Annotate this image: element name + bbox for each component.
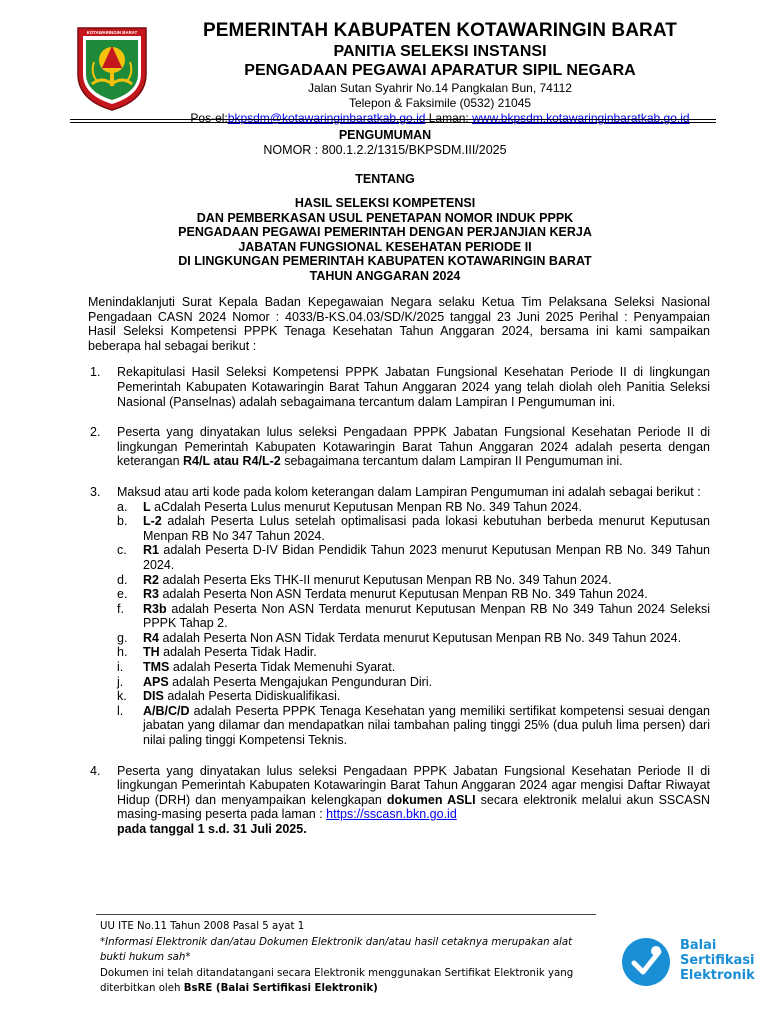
code-letter: l.: [117, 703, 124, 718]
letterhead-divider-thin: [70, 122, 716, 123]
code-item: [117, 645, 710, 660]
list-item-3: [88, 485, 710, 748]
code-item: [117, 689, 710, 704]
emblem-text: KOTAWARINGIN BARAT: [86, 30, 138, 35]
subject-line: DI LINGKUNGAN PEMERINTAH KABUPATEN KOTAWARINGIN BARAT: [178, 254, 592, 268]
code-item: [117, 631, 710, 646]
code-letter: i.: [117, 660, 124, 675]
code-desc: adalah Peserta Tidak Hadir.: [159, 645, 317, 660]
deadline-text: pada tanggal 1 s.d. 31 Juli 2025.: [117, 822, 307, 836]
code-desc: adalah Peserta Non ASN Terdata menurut Keputusan Menpan RB No. 349 Tahun 2024.: [158, 587, 648, 602]
code-desc: aCdalah Peserta Lulus menurut Keputusan Menpan RB No. 349 Tahun 2024.: [150, 499, 582, 514]
bsre-line: Balai: [680, 938, 717, 953]
code-value: R3: [143, 587, 159, 602]
item-number: 4.: [90, 763, 101, 778]
code-value: L-2: [143, 514, 162, 529]
code-desc: adalah Peserta Non ASN Tidak Terdata menurut Keputusan Menpan RB No. 349 Tahun 2024.: [158, 630, 682, 645]
item-number: 1.: [90, 365, 101, 380]
code-letter: j.: [117, 674, 124, 689]
item-number: 3.: [90, 484, 101, 499]
code-value: TMS: [143, 660, 170, 675]
bsre-line: Sertifikasi: [680, 953, 755, 968]
code-letter: a.: [117, 499, 128, 514]
code-value: L: [143, 499, 151, 514]
footer-note: [100, 919, 600, 997]
bsre-logo-text: [680, 938, 755, 983]
code-desc: adalah Peserta D-IV Bidan Pendidik Tahun 2023 menurut Keputusan Menpan RB No. 349 Tahun 2024.: [143, 543, 710, 572]
email-label: Pos-el:: [190, 111, 228, 125]
footer-signature-text: Dokumen ini telah ditandatangani secara Elektronik menggunakan Sertifikat Elektronik yang diterbitkan oleh: [100, 967, 574, 994]
announcement-number: NOMOR : 800.1.2.2/1315/BKPSDM.III/2025: [263, 142, 507, 157]
code-value: APS: [143, 674, 169, 689]
list-item-4: [88, 764, 710, 837]
announcement-label: PENGUMUMAN: [338, 128, 432, 142]
code-value: R4: [143, 630, 159, 645]
code-letter: k.: [117, 689, 127, 704]
code-desc: adalah Peserta Didiskualifikasi.: [163, 689, 341, 704]
item-text: Rekapitulasi Hasil Seleksi Kompetensi PPPK Jabatan Fungsional Kesehatan Periode II di lingkungan Pemerintah Kabupaten Kotawaringin Barat Tahun Anggaran 2024 yang telah diolah oleh Panitia Seleksi Nasional (Panselnas) adalah sebagaimana tercantum dalam Lampiran I Pengumuman ini.: [117, 365, 710, 409]
item-text: Peserta yang dinyatakan lulus seleksi Pengadaan PPPK Jabatan Fungsional Kesehatan Periode II di lingkungan Pemerintah Kabupaten Kotawaringin Barat Tahun Anggaran 2024 agar mengisi Daftar Riwayat Hidup (DRH) dan menyampaikan kelengkapan: [117, 763, 710, 807]
footer-legal-statement: *Informasi Elektronik dan/atau Dokumen Elektronik dan/atau hasil cetaknya merupakan alat bukti hukum sah*: [100, 936, 573, 963]
code-item: [117, 660, 710, 675]
code-letter: d.: [117, 572, 128, 587]
code-desc: adalah Peserta Lulus setelah optimalisasi pada lokasi kebutuhan berbeda menurut Keputusan Menpan RB No 347 Tahun 2024.: [143, 514, 710, 543]
code-value: R1: [143, 543, 159, 558]
item-number: 2.: [90, 425, 101, 440]
item-text: sebagaimana tercantum dalam Lampiran II Pengumuman ini.: [280, 454, 623, 469]
footer-bsre-name: BsRE (Balai Sertifikasi Elektronik): [183, 983, 378, 994]
footer-signature-note: [100, 966, 600, 997]
code-item: [117, 602, 710, 631]
code-letter: f.: [117, 601, 124, 616]
code-desc: adalah Peserta Eks THK-II menurut Keputusan Menpan RB No. 349 Tahun 2024.: [158, 572, 612, 587]
code-item: [117, 514, 710, 543]
code-value: DIS: [143, 689, 164, 704]
list-item-1: [88, 365, 710, 409]
email-link[interactable]: bkpsdm@kotawaringinbaratkab.go.id: [227, 111, 426, 125]
subject-line: JABATAN FUNGSIONAL KESEHATAN PERIODE II: [238, 239, 532, 254]
subject-line: HASIL SELEKSI KOMPETENSI: [294, 196, 476, 210]
footer-law: UU ITE No.11 Tahun 2008 Pasal 5 ayat 1: [100, 921, 305, 932]
list-item-2: [88, 425, 710, 469]
bsre-line: Elektronik: [680, 968, 755, 983]
code-desc: adalah Peserta Non ASN Terdata menurut Keputusan Menpan RB No 349 Tahun 2024 Seleksi PPPK Tahap 2.: [143, 601, 710, 631]
intro-paragraph: Menindaklanjuti Surat Kepala Badan Kepegawaian Negara selaku Ketua Tim Pelaksana Seleksi Nasional Pengadaan CASN 2024 Nomor : 4033/B-KS.04.03/SD/K/2025 tanggal 23 Juni 2025 Perihal : Penyampaian Hasil Seleksi Kompetensi PPPK Tenaga Kesehatan Tahun Anggaran 2024, bersama ini kami sampaikan beberapa hal sebagai berikut :: [88, 295, 710, 353]
subject-line: DAN PEMBERKASAN USUL PENETAPAN NOMOR INDUK PPPK: [196, 210, 574, 225]
code-letter: c.: [117, 543, 127, 558]
announcement-header: [80, 128, 690, 157]
letterhead-divider: [70, 119, 716, 120]
web-label: Laman:: [425, 111, 473, 125]
about-label: TENTANG: [355, 172, 415, 186]
code-desc: adalah Peserta Mengajukan Pengunduran Diri.: [168, 674, 433, 689]
sscasn-link[interactable]: https://sscasn.bkn.go.id: [326, 807, 457, 822]
code-letter: g.: [117, 630, 128, 645]
kotawaringin-barat-emblem-icon: [72, 22, 152, 112]
letterhead-government: PEMERINTAH KABUPATEN KOTAWARINGIN BARAT: [203, 20, 677, 41]
code-item: [117, 500, 710, 515]
code-item: [117, 587, 710, 602]
letterhead-address: Jalan Sutan Syahrir No.14 Pangkalan Bun, 74112: [308, 81, 572, 95]
letterhead-committee: PANITIA SELEKSI INSTANSI: [333, 43, 547, 60]
announcement-body: [88, 295, 710, 853]
item-code-bold: R4/L atau R4/L-2: [183, 454, 281, 469]
code-value: R2: [143, 572, 159, 587]
code-item: [117, 573, 710, 588]
code-desc: adalah Peserta Tidak Memenuhi Syarat.: [169, 660, 396, 675]
code-letter: b.: [117, 514, 128, 529]
code-item: [117, 675, 710, 690]
code-item: [117, 704, 710, 748]
footer-divider: [96, 914, 596, 915]
code-desc: adalah Peserta PPPK Tenaga Kesehatan yang memiliki sertifikat kompetensi sesuai dengan jabatan yang dilamar dan mendapatkan nilai tambahan paling tinggi 25% (dua puluh lima persen) dari nilai paling tinggi Kompetensi Teknis.: [143, 703, 710, 748]
item-text: secara elektronik melalui akun SSCASN masing-masing peserta pada laman :: [117, 792, 710, 822]
item-text: Maksud atau arti kode pada kolom keterangan dalam Lampiran Pengumuman ini adalah sebagai berikut :: [117, 484, 701, 499]
code-value: R3b: [143, 601, 167, 616]
subject-line: PENGADAAN PEGAWAI PEMERINTAH DENGAN PERJANJIAN KERJA: [178, 225, 592, 239]
subject-line: TAHUN ANGGARAN 2024: [309, 268, 461, 283]
code-letter: e.: [117, 587, 128, 602]
code-letter: h.: [117, 645, 128, 660]
letterhead-procurement: PENGADAAN PEGAWAI APARATUR SIPIL NEGARA: [244, 62, 636, 79]
letterhead-phone: Telepon & Faksimile (0532) 21045: [348, 96, 532, 110]
item-bold: dokumen ASLI: [386, 792, 476, 807]
announcement-subject: [80, 196, 690, 283]
code-value: TH: [143, 645, 160, 660]
item-text: Peserta yang dinyatakan lulus seleksi Pengadaan PPPK Jabatan Fungsional Kesehatan Periode II di lingkungan Pemerintah Kabupaten Kotawaringin Barat Tahun Anggaran 2024 adalah peserta dengan keterangan: [117, 425, 710, 469]
code-list: [117, 500, 710, 748]
code-item: [117, 543, 710, 572]
code-value: A/B/C/D: [143, 703, 190, 718]
letterhead: [160, 20, 720, 126]
website-link[interactable]: www.bkpsdm.kotawaringinbaratkab.go.id: [472, 111, 690, 125]
